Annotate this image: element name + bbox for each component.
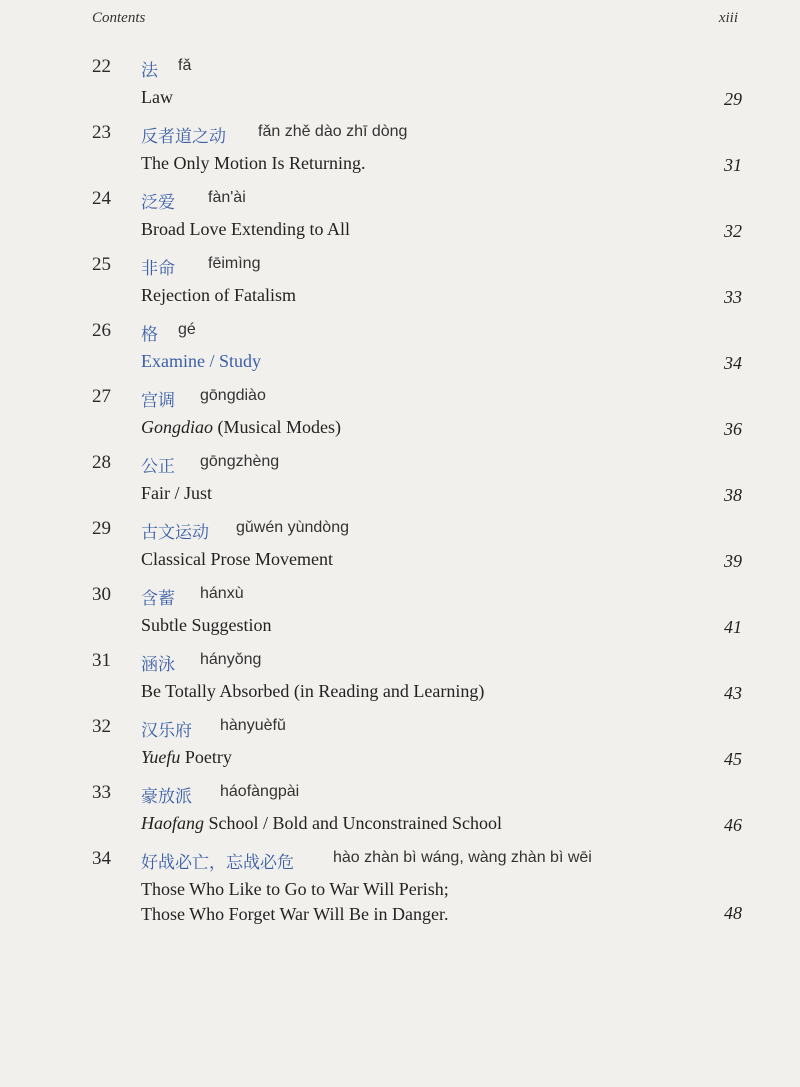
toc-entry-33[interactable] [0, 782, 800, 848]
entry-pinyin: fǎ [178, 57, 192, 74]
entry-number: 33 [92, 782, 111, 803]
entry-english-title: Fair / Just [141, 483, 213, 503]
entry-pinyin: hànyuèfǔ [220, 717, 286, 734]
entry-english-title: Subtle Suggestion [141, 615, 272, 635]
entry-english-title: The Only Motion Is Returning. [141, 153, 366, 173]
entry-pinyin: gǔwén yùndòng [236, 519, 349, 536]
entry-number: 32 [92, 716, 111, 737]
entry-number: 30 [92, 584, 111, 605]
entry-pinyin: gé [178, 321, 196, 338]
toc-entry-31[interactable] [0, 650, 800, 716]
entry-number: 28 [92, 452, 111, 473]
entry-number: 27 [92, 386, 111, 407]
entry-pinyin: hào zhàn bì wáng, wàng zhàn bì wēi [333, 849, 592, 866]
toc-entry-24[interactable] [0, 188, 800, 254]
entry-chinese-term: 含蓄 [141, 589, 175, 609]
entry-chinese-term: 宫调 [141, 391, 175, 411]
entry-number: 34 [92, 848, 111, 869]
entry-pinyin: fēimìng [208, 255, 261, 272]
entry-chinese-term: 好战必亡，忘战必危 [141, 853, 294, 873]
entry-number: 29 [92, 518, 111, 539]
entry-page-number: 32 [724, 221, 742, 241]
toc-entry-23[interactable] [0, 122, 800, 188]
entry-page-number: 29 [724, 89, 742, 109]
running-head [92, 10, 738, 27]
running-head-page-number: xiii [718, 10, 738, 26]
toc-entry-29[interactable] [0, 518, 800, 584]
entry-page-number: 36 [724, 419, 742, 439]
entry-chinese-term: 格 [141, 325, 158, 345]
entry-english-title: Classical Prose Movement [141, 549, 333, 569]
table-of-contents [0, 56, 800, 938]
entry-page-number: 48 [724, 903, 742, 923]
entry-page-number: 46 [724, 815, 742, 835]
toc-entry-34[interactable] [0, 848, 800, 938]
entry-page-number: 43 [724, 683, 742, 703]
toc-entry-32[interactable] [0, 716, 800, 782]
entry-english-title-line-1: Those Who Like to Go to War Will Perish; [141, 879, 449, 899]
entry-page-number: 39 [724, 551, 742, 571]
entry-page-number: 34 [724, 353, 742, 373]
entry-pinyin: gōngzhèng [200, 453, 280, 470]
entry-english-title: Broad Love Extending to All [141, 219, 350, 239]
entry-number: 25 [92, 254, 111, 275]
entry-pinyin: fǎn zhě dào zhī dòng [258, 123, 408, 140]
entry-chinese-term: 公正 [141, 457, 175, 477]
entry-english-italic-term: Gongdiao [141, 417, 213, 437]
toc-entry-28[interactable] [0, 452, 800, 518]
entry-page-number: 41 [724, 617, 742, 637]
entry-pinyin: hánxù [200, 585, 244, 602]
entry-english-title-line-2: Those Who Forget War Will Be in Danger. [141, 904, 449, 924]
entry-number: 22 [92, 56, 111, 77]
toc-entry-27[interactable] [0, 386, 800, 452]
entry-english-title [141, 747, 232, 768]
entry-english-title [141, 813, 502, 834]
entry-english-italic-term: Yuefu [141, 747, 181, 767]
entry-chinese-term: 涵泳 [141, 655, 175, 675]
entry-chinese-term: 泛爱 [141, 193, 175, 213]
running-head-title: Contents [92, 10, 146, 26]
entry-page-number: 45 [724, 749, 742, 769]
entry-chinese-term: 汉乐府 [141, 721, 192, 741]
entry-english-rest: School / Bold and Unconstrained School [204, 813, 502, 833]
entry-english-italic-term: Haofang [141, 813, 204, 833]
entry-english-title: Rejection of Fatalism [141, 285, 296, 305]
toc-entry-25[interactable] [0, 254, 800, 320]
entry-pinyin: gōngdiào [200, 387, 266, 404]
toc-entry-22[interactable] [0, 56, 800, 122]
entry-pinyin: háofàngpài [220, 783, 300, 800]
entry-pinyin: hányǒng [200, 651, 262, 668]
entry-english-title [141, 417, 341, 438]
entry-number: 26 [92, 320, 111, 341]
entry-page-number: 33 [724, 287, 742, 307]
entry-english-title: Law [141, 87, 173, 107]
toc-entry-30[interactable] [0, 584, 800, 650]
entry-number: 23 [92, 122, 111, 143]
entry-chinese-term: 反者道之动 [141, 127, 226, 147]
entry-chinese-term: 非命 [141, 259, 175, 279]
entry-chinese-term: 古文运动 [141, 523, 209, 543]
entry-number: 24 [92, 188, 111, 209]
toc-entry-26[interactable] [0, 320, 800, 386]
entry-chinese-term: 法 [141, 61, 158, 81]
entry-page-number: 31 [724, 155, 742, 175]
entry-chinese-term: 豪放派 [141, 787, 192, 807]
entry-english-rest: (Musical Modes) [213, 417, 341, 437]
entry-english-rest: Poetry [180, 747, 232, 767]
entry-pinyin: fàn'ài [208, 189, 246, 206]
entry-english-title: Be Totally Absorbed (in Reading and Learning) [141, 681, 485, 701]
entry-number: 31 [92, 650, 111, 671]
entry-english-title: Examine / Study [141, 351, 261, 371]
entry-page-number: 38 [724, 485, 742, 505]
